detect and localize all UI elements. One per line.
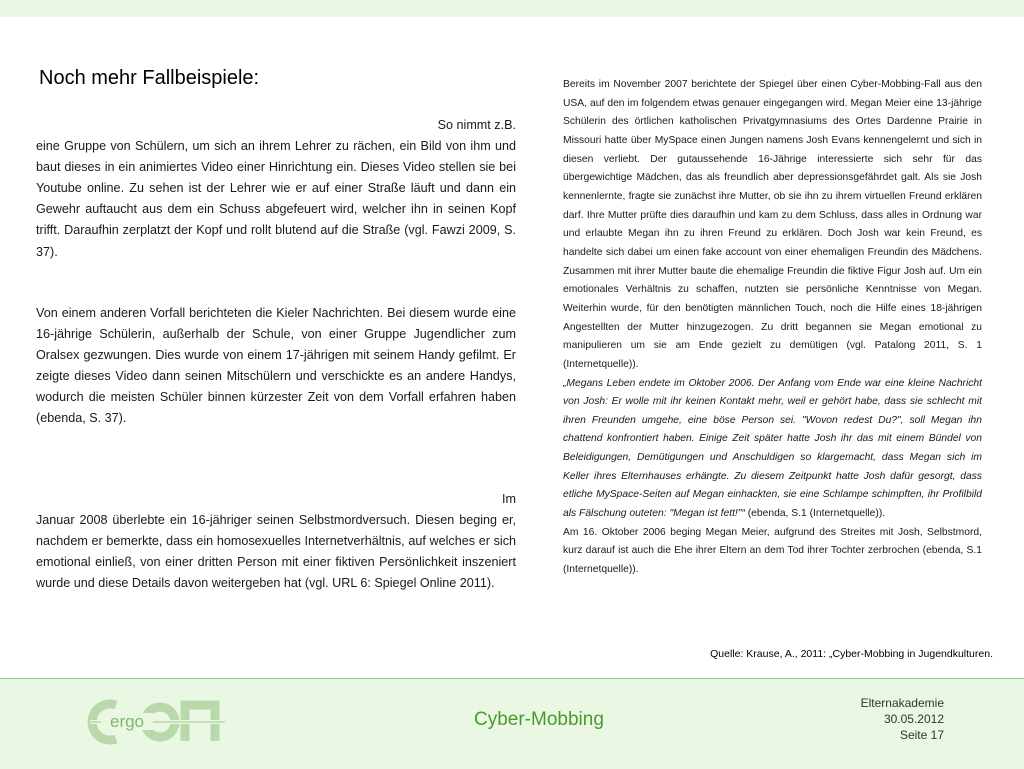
slide-title: Noch mehr Fallbeispiele:: [39, 67, 260, 89]
case-block-1: [36, 115, 516, 263]
footer-date: 30.05.2012: [883, 712, 944, 726]
megan-paragraph-3: Am 16. Oktober 2006 beging Megan Meier, aufgrund des Streites mit Josh, Selbstmord, kurz darauf ist auch die Ehe ihrer Eltern an dem Tod ihrer Tochter zerbrochen (ebenda, S.1 (Internetquelle)).: [563, 526, 982, 576]
megan-case-column: [563, 76, 982, 580]
case-block-2: [36, 303, 516, 430]
footer-organization: Elternakademie: [860, 696, 944, 710]
megan-paragraph-2: [563, 375, 982, 524]
ergo-con-logo: [80, 697, 230, 747]
megan-paragraph-1: Bereits im November 2007 berichtete der Spiegel über einen Cyber-Mobbing-Fall aus den USA, auf den im folgendem etwas genauer eingegangen wird. Megan Meier eine 13-jährige Schülerin des örtlichen katholischen Privatgymnasiums des Ortes Dardenne Prairie in Missouri hatte über MySpace einen Jungen namens Josh Evans kennengelernt und sich in diesen verliebt. Der gutaussehende 16-Jährige interessierte sich sehr für das übergewichtige Mädchen, das als freundlich aber depressionsgefährdet galt. Als sie Josh kennenlernte, fragte sie zunächst ihre Mutter, ob sie ihn zu ihrem virtuellen Freund erklären darf. Ihre Mutter prüfte dies daraufhin und kam zu dem Schluss, dass alles in Ordnung war und erlaubte Megan ihn zu ihren Freund zu erklären. Doch Josh war kein Freund, es handelte sich dabei um einen fake account von einer ehemaligen Freundin des Mädchens. Zusammen mit ihrer Mutter baute die ehemalige Freundin die fiktive Figur Josh auf. Um ein emotionales Verhältnis zu schaffen, nutzten sie persönliche Kenntnisse von Megan. Weiterhin wurde, für den benötigten männlichen Touch, noch die Hilfe eines 18-jährigen Angestellten der Mutter hinzugezogen. Zu dritt begannen sie Megan emotional zu manipulieren um sie am Ende gezielt zu demütigen (vgl. Patalong 2011, S. 1 (Internetquelle)).: [563, 79, 982, 370]
source-citation: Quelle: Krause, A., 2011: „Cyber-Mobbing in Jugendkulturen.: [710, 648, 993, 660]
case-1-text: eine Gruppe von Schülern, um sich an ihrem Lehrer zu rächen, ein Bild von ihm und baut dieses in ein animiertes Video einer Hinrichtung ein. Dieses Video stellen sie bei Youtube online. Zu sehen ist der Lehrer wie er auf einer Straße läuft und dann ein Gewehr auftaucht aus dem ein Schuss abgefeuert wird, welcher ihn in seinen Kopf trifft. Daraufhin zerplatzt der Kopf und rollt blutend auf die Straße (vgl. Fawzi 2009, S. 37).: [36, 139, 516, 259]
megan-quote-citation: (ebenda, S.1 (Internetquelle)).: [744, 508, 886, 520]
case-3-lead: Im: [502, 492, 516, 506]
footer-bar: [0, 678, 1024, 769]
case-3-text: Januar 2008 überlebte ein 16-jähriger seinen Selbstmordversuch. Diesen beging er, nachdem er bemerkte, dass ein homosexuelles Internetverhältnis, auf welches er sich emotional einließ, von einer dritten Person mit einer fiktiven Persönlichkeit inszeniert wurde und diese Details davon weitergeben hat (vgl. URL 6: Spiegel Online 2011).: [36, 513, 516, 591]
case-2-text: Von einem anderen Vorfall berichteten die Kieler Nachrichten. Bei diesem wurde eine 16-jährige Schülerin, außerhalb der Schule, von einer Gruppe Jugendlicher zum Oralsex gezwungen. Dies wurde von einem 17-jährigen mit seinem Handy gefilmt. Er zeigte dieses Video dann seinen Mitschülern und verschickte es an andere Handys, wodurch die meisten Schüler binnen kürzester Zeit von dem Vorfall erfahren haben (ebenda, S. 37).: [36, 306, 516, 426]
megan-quote: „Megans Leben endete im Oktober 2006. Der Anfang vom Ende war eine kleine Nachricht von Josh: Er wolle mit ihr keinen Kontakt mehr, weil er gehört habe, dass sie schlecht mit ihren Freunden umgehe, eine böse Person sei. "Wovon redest Du?", soll Megan ihn chattend konfrontiert haben. Einige Zeit später hatte Josh ihr das mit einem Bündel von Beleidigungen, Demütigungen und Anschuldigen so klargemacht, dass Megan sich im Keller ihres Elternhauses erhängte. Zu diesem Zeitpunkt hatte Josh dafür gesorgt, dass etliche MySpace-Seiten auf Megan einhackten, sie eine Schlampe schimpften, ihr Profilbild als Fälschung outeten: "Megan ist fett!"“: [563, 377, 982, 520]
svg-text:ergo: ergo: [109, 712, 145, 731]
footer-info: [861, 695, 944, 743]
top-band: [0, 0, 1024, 17]
footer-page-number: Seite 17: [899, 728, 944, 742]
footer-topic: Cyber-Mobbing: [474, 709, 604, 730]
case-1-lead: So nimmt z.B.: [437, 118, 516, 132]
case-block-3: [36, 489, 516, 594]
